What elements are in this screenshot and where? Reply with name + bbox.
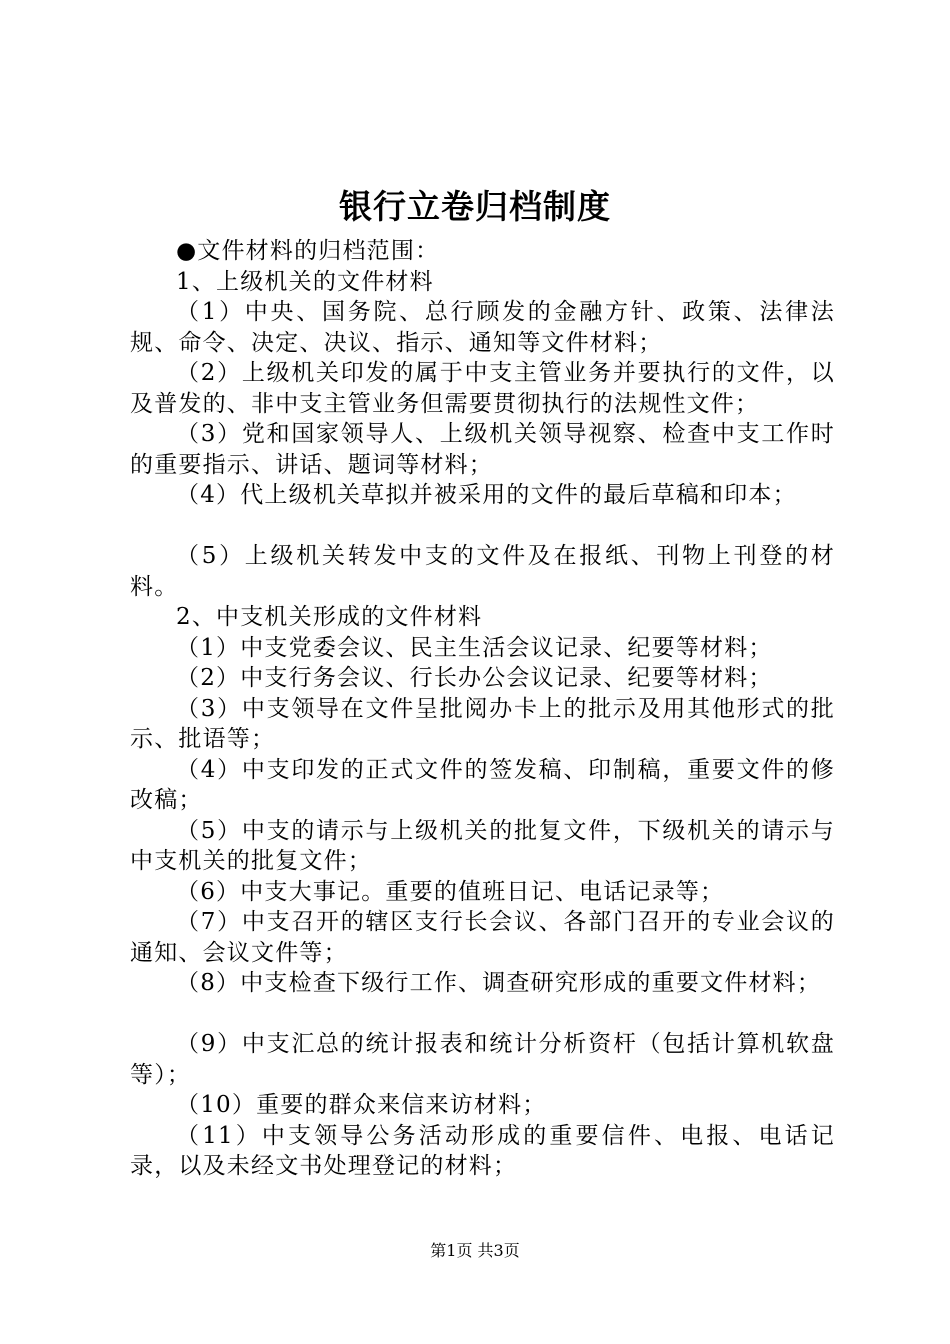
page-number-footer: 第1页 共3页 <box>430 1241 520 1260</box>
list-item: （7）中支召开的辖区支行长会议、各部门召开的专业会议的通知、会议文件等； <box>130 909 835 966</box>
list-item: （4）中支印发的正式文件的签发稿、印制稿，重要文件的修改稿； <box>130 756 835 813</box>
list-item: （10）重要的群众来信来访材料； <box>176 1092 547 1118</box>
blank-line <box>130 511 835 542</box>
list-item: （5）上级机关转发中支的文件及在报纸、刊物上刊登的材料。 <box>130 543 835 600</box>
document-title: 银行立卷归档制度 <box>339 187 611 226</box>
subsection-heading: 2、中支机关形成的文件材料 <box>176 604 483 630</box>
blank-line <box>130 999 835 1030</box>
list-item: （2）中支行务会议、行长办公会议记录、纪要等材料； <box>176 665 773 691</box>
list-item: （5）中支的请示与上级机关的批复文件，下级机关的请示与中支机关的批复文件； <box>130 817 835 874</box>
list-item: （3）中支领导在文件呈批阅办卡上的批示及用其他形式的批示、批语等； <box>130 695 835 752</box>
list-item: （3）党和国家领导人、上级机关领导视察、检查中支工作时的重要指示、讲话、题词等材料； <box>130 421 835 478</box>
list-item: （2）上级机关印发的属于中支主管业务并要执行的文件，以及普发的、非中支主管业务但需要贯彻执行的法规性文件； <box>130 360 835 417</box>
list-item: （1）中央、国务院、总行顾发的金融方针、政策、法律法规、命令、决定、决议、指示、通知等文件材料； <box>130 299 835 356</box>
list-item: （1）中支党委会议、民主生活会议记录、纪要等材料； <box>176 634 773 661</box>
list-item: （9）中支汇总的统计报表和统计分析资杆（包括计算机软盘等）； <box>130 1031 835 1088</box>
section-heading: ●文件材料的归档范围： <box>176 238 440 264</box>
list-item: （8）中支检查下级行工作、调查研究形成的重要文件材料； <box>176 970 822 996</box>
list-item: （11）中支领导公务活动形成的重要信件、电报、电话记录，以及未经文书处理登记的材料； <box>130 1122 835 1179</box>
subsection-heading: 1、上级机关的文件材料 <box>176 268 434 295</box>
document-body <box>130 236 835 1182</box>
list-item: （6）中支大事记。重要的值班日记、电话记录等； <box>176 878 725 905</box>
list-item: （4）代上级机关草拟并被采用的文件的最后草稿和印本； <box>176 482 797 508</box>
